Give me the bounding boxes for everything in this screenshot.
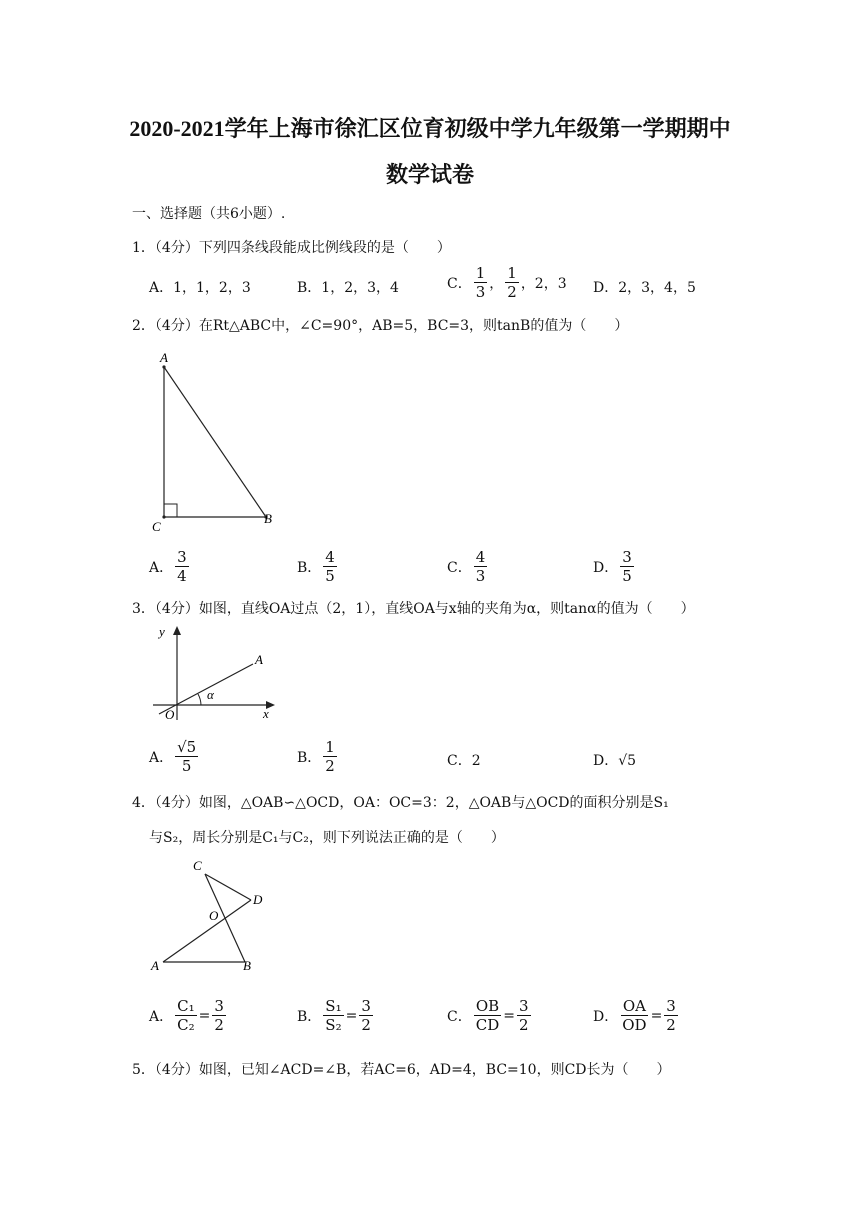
q1-option-d: D．2，3，4，5 — [593, 280, 696, 296]
fraction — [359, 997, 373, 1034]
q4-stem-line2: 与S₂，周长分别是C₁与C₂，则下列说法正确的是（ ） — [149, 830, 505, 846]
fraction — [323, 738, 337, 775]
denominator: 3 — [475, 283, 486, 301]
option-label: D． — [593, 559, 619, 576]
q2-stem: 2．（4分）在Rt△ABC中，∠C=90°，AB=5，BC=3，则tanB的值为（ ） — [132, 318, 629, 334]
label-b: B — [264, 511, 272, 526]
fraction — [474, 997, 502, 1034]
label-alpha: α — [207, 687, 214, 702]
label-x: x — [263, 706, 269, 721]
denominator: 4 — [177, 567, 187, 585]
q2-option-a — [149, 548, 191, 585]
denominator: 5 — [181, 757, 192, 775]
q2-option-d — [593, 548, 636, 585]
option-label: A． — [149, 1008, 174, 1025]
fraction — [620, 548, 634, 585]
numerator: 3 — [622, 548, 632, 566]
label-o: O — [165, 707, 175, 722]
denominator: S₂ — [325, 1016, 342, 1034]
numerator: 1 — [325, 738, 335, 756]
equals-sign: = — [345, 1007, 358, 1024]
fraction — [505, 264, 519, 301]
label-c: C — [193, 858, 202, 873]
numerator: OB — [475, 997, 500, 1015]
denominator: OD — [622, 1016, 647, 1034]
q3-option-b — [297, 738, 339, 775]
option-label: A． — [149, 559, 174, 576]
q3-option-a — [149, 738, 200, 775]
label-b: B — [243, 958, 251, 973]
option-label: B． — [297, 1008, 322, 1025]
q1-option-c-label: C． — [447, 275, 472, 292]
section-heading: 一、选择题（共6小题）. — [132, 206, 286, 222]
numerator: 3 — [214, 997, 224, 1015]
fraction — [474, 264, 488, 301]
fraction — [323, 548, 337, 585]
fraction — [175, 997, 197, 1034]
label-y: y — [159, 624, 165, 639]
fraction — [517, 997, 531, 1034]
fraction — [323, 997, 343, 1034]
numerator: 3 — [518, 997, 529, 1015]
numerator: C₁ — [177, 997, 195, 1015]
option-label: B． — [297, 559, 322, 576]
label-a: A — [160, 350, 168, 365]
label-a: A — [255, 652, 263, 667]
q3-option-c: C．2 — [447, 753, 481, 769]
q2-option-c — [447, 548, 489, 585]
denominator: 2 — [666, 1016, 676, 1034]
q1-option-c-rest: ，2，3 — [520, 275, 567, 292]
q4-option-a — [149, 997, 228, 1034]
equals-sign: = — [503, 1007, 515, 1024]
denominator: 2 — [518, 1016, 529, 1034]
option-label: A． — [149, 749, 174, 766]
exam-title-line2: 数学试卷 — [385, 162, 474, 187]
fraction — [212, 997, 226, 1034]
denominator: 2 — [214, 1016, 224, 1034]
denominator: CD — [475, 1016, 500, 1034]
equals-sign: = — [650, 1007, 663, 1024]
numerator: 4 — [325, 548, 335, 566]
option-label: C． — [447, 559, 472, 576]
label-o: O — [209, 908, 219, 923]
label-a: A — [151, 958, 159, 973]
exam-title-line1: 2020-2021学年上海市徐汇区位育初级中学九年级第一学期期中 — [129, 116, 731, 141]
numerator: OA — [622, 997, 646, 1015]
numerator: S₁ — [325, 997, 342, 1015]
denominator: C₂ — [177, 1016, 195, 1034]
equals-sign: = — [198, 1007, 211, 1024]
denominator: 2 — [325, 757, 335, 775]
q5-stem: 5．（4分）如图，已知∠ACD=∠B，若AC=6，AD=4，BC=10，则CD长为（ ） — [132, 1062, 671, 1078]
fraction — [175, 548, 189, 585]
numerator: 4 — [475, 548, 486, 566]
denominator: 2 — [507, 283, 517, 301]
q1-option-b: B．1，2，3，4 — [297, 280, 399, 296]
q3-stem: 3．（4分）如图，直线OA过点（2，1），直线OA与x轴的夹角为α，则tanα的值为（ ） — [132, 601, 695, 617]
q2-option-b — [297, 548, 339, 585]
q4-option-d — [593, 997, 680, 1034]
fraction — [175, 738, 198, 775]
q4-similar-triangles-figure — [145, 852, 280, 977]
comma: ， — [489, 275, 504, 292]
numerator: 1 — [507, 264, 517, 282]
numerator: 3 — [361, 997, 371, 1015]
option-label: C． — [447, 1008, 472, 1025]
q3-coordinate-figure — [145, 620, 285, 725]
q4-option-b — [297, 997, 375, 1034]
q1-option-c — [447, 264, 567, 301]
numerator: √5 — [177, 738, 197, 756]
option-label: B． — [297, 749, 322, 766]
fraction — [620, 997, 648, 1034]
numerator: 3 — [666, 997, 676, 1015]
fraction — [474, 548, 488, 585]
q3-option-d: D．√5 — [593, 753, 637, 769]
label-c: C — [152, 519, 161, 534]
numerator: 3 — [177, 548, 187, 566]
option-label: D． — [593, 1008, 619, 1025]
denominator: 5 — [622, 567, 632, 585]
q1-stem: 1．（4分）下列四条线段能成比例线段的是（ ） — [132, 240, 451, 256]
q4-option-c — [447, 997, 533, 1034]
denominator: 5 — [325, 567, 335, 585]
denominator: 3 — [475, 567, 486, 585]
q2-triangle-figure — [140, 345, 300, 540]
denominator: 2 — [361, 1016, 371, 1034]
fraction — [664, 997, 678, 1034]
numerator: 1 — [475, 264, 486, 282]
q4-stem-line1: 4．（4分）如图，△OAB∽△OCD，OA：OC=3：2，△OAB与△OCD的面积分别是S₁ — [132, 795, 669, 811]
q1-option-a: A．1，1，2，3 — [149, 280, 251, 296]
label-d: D — [253, 892, 263, 907]
